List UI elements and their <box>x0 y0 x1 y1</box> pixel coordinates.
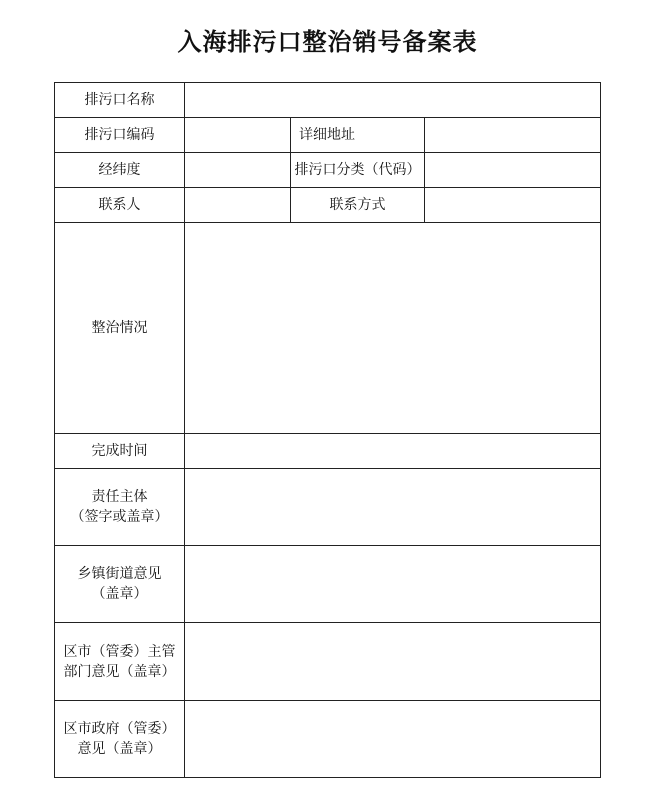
label-completion-time: 完成时间 <box>55 434 185 469</box>
label-remediation: 整治情况 <box>55 223 185 434</box>
form-title: 入海排污口整治销号备案表 <box>177 27 478 56</box>
label-contact-method: 联系方式 <box>291 188 425 223</box>
label-district-dept-opinion-line2: 部门意见（盖章） <box>63 663 176 680</box>
label-district-gov-opinion-line2: 意见（盖章） <box>77 741 162 757</box>
label-outfall-code: 排污口编码 <box>55 118 185 153</box>
label-township-opinion-line2: （盖章） <box>91 586 148 602</box>
label-district-dept-opinion-line1: 区市（管委）主管 <box>63 643 176 660</box>
label-district-gov-opinion <box>55 701 185 778</box>
field-responsible-entity[interactable] <box>185 469 601 546</box>
field-contact-person[interactable] <box>185 188 291 223</box>
row-township-opinion <box>55 546 601 623</box>
filing-form-table <box>54 82 601 778</box>
field-district-dept-opinion[interactable] <box>185 623 601 701</box>
row-district-dept-opinion <box>55 623 601 701</box>
field-outfall-name[interactable] <box>185 83 601 118</box>
field-category[interactable] <box>425 153 601 188</box>
label-category: 排污口分类（代码） <box>291 153 425 188</box>
field-township-opinion[interactable] <box>185 546 601 623</box>
row-contact <box>55 188 601 223</box>
field-address[interactable] <box>425 118 601 153</box>
field-lat-lon[interactable] <box>185 153 291 188</box>
row-outfall-code <box>55 118 601 153</box>
label-address: 详细地址 <box>291 118 425 153</box>
row-responsible-entity <box>55 469 601 546</box>
label-district-dept-opinion <box>55 623 185 701</box>
field-outfall-code[interactable] <box>185 118 291 153</box>
label-contact-person: 联系人 <box>55 188 185 223</box>
field-contact-method[interactable] <box>425 188 601 223</box>
field-district-gov-opinion[interactable] <box>185 701 601 778</box>
label-responsible-entity-line2: （签字或盖章） <box>70 509 169 525</box>
field-remediation[interactable] <box>185 223 601 434</box>
label-outfall-name: 排污口名称 <box>55 83 185 118</box>
row-remediation <box>55 223 601 434</box>
label-township-opinion <box>55 546 185 623</box>
row-lat-lon <box>55 153 601 188</box>
label-district-gov-opinion-line1: 区市政府（管委） <box>63 721 176 737</box>
row-outfall-name <box>55 83 601 118</box>
label-lat-lon: 经纬度 <box>55 153 185 188</box>
field-completion-time[interactable] <box>185 434 601 469</box>
label-responsible-entity-line1: 责任主体 <box>91 489 148 505</box>
row-completion-time <box>55 434 601 469</box>
row-district-gov-opinion <box>55 701 601 778</box>
label-township-opinion-line1: 乡镇街道意见 <box>77 566 162 582</box>
label-responsible-entity <box>55 469 185 546</box>
